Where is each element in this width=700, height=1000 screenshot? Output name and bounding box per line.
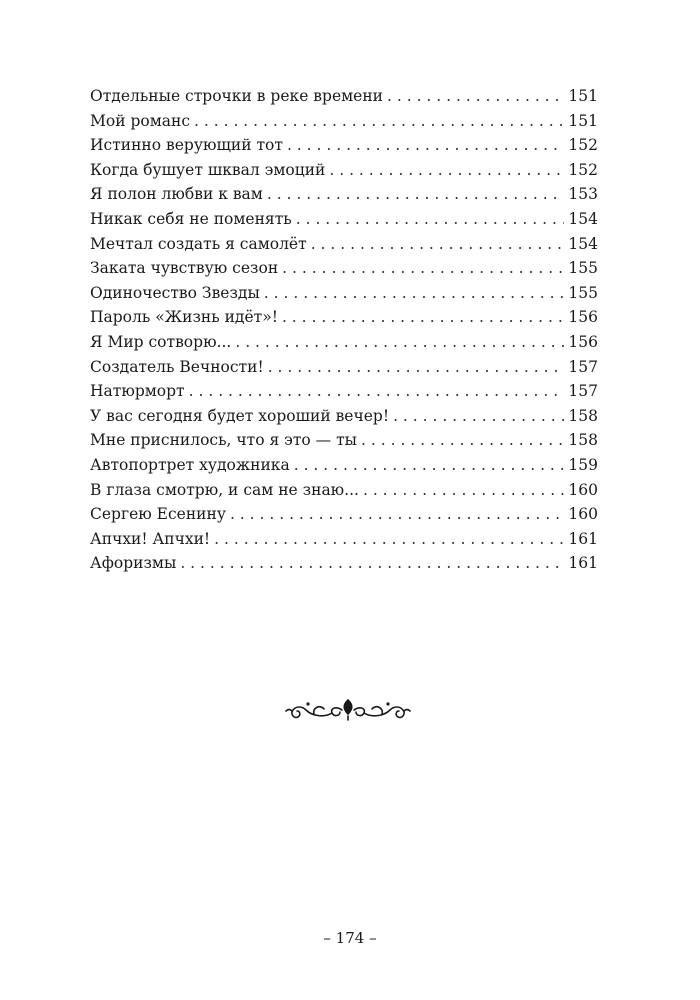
- toc-entry: [90, 182, 598, 207]
- toc-entry-page: 151: [568, 87, 598, 105]
- toc-entry: [90, 404, 598, 429]
- decorative-flourish-icon: [284, 690, 412, 726]
- toc-entry: [90, 527, 598, 552]
- toc-entry-page: 157: [568, 382, 598, 401]
- toc-entry: [90, 453, 598, 478]
- toc-entry-page: 155: [568, 259, 598, 278]
- toc-entry: [90, 133, 598, 158]
- toc-entry: [90, 232, 598, 257]
- toc-entry: [90, 551, 598, 576]
- toc-entry-page: 159: [568, 455, 598, 474]
- toc-entry: [90, 109, 598, 134]
- toc-leader-dots: [282, 256, 564, 281]
- toc-leader-dots: [194, 109, 564, 134]
- toc-entry: [90, 305, 598, 330]
- toc-leader-dots: [311, 232, 565, 257]
- toc-entry-title: Мой романс: [90, 111, 191, 130]
- toc-entry-page: 160: [568, 480, 598, 499]
- toc-leader-dots: [282, 305, 564, 330]
- toc-leader-dots: [264, 281, 565, 306]
- toc-entry-page: 160: [568, 505, 598, 524]
- toc-leader-dots: [393, 404, 564, 429]
- toc-leader-dots: [287, 133, 564, 158]
- toc-entry-page: 157: [568, 357, 598, 376]
- toc-entry-page: 152: [568, 136, 598, 155]
- toc-leader-dots: [329, 158, 564, 183]
- toc-entry-title: Мне приснилось, что я это — ты: [90, 431, 358, 450]
- toc-entry-title: В глаза смотрю, и сам не знаю...: [90, 480, 359, 499]
- toc-entry-page: 152: [568, 160, 598, 179]
- toc-entry: [90, 502, 598, 527]
- toc-entry-title: Когда бушует шквал эмоций: [90, 160, 326, 179]
- toc-entry-title: Афоризмы: [90, 554, 177, 573]
- toc-entry-title: Мечтал создать я самолёт: [90, 234, 307, 253]
- toc-leader-dots: [267, 182, 565, 207]
- toc-entry-title: Я Мир сотворю...: [90, 332, 232, 351]
- toc-entry-title: Создатель Вечности!: [90, 357, 264, 376]
- toc-entry-title: Истинно верующий тот: [90, 136, 283, 155]
- toc-entry-title: Автопортрет художника: [90, 455, 290, 474]
- toc-entry: [90, 84, 598, 109]
- toc-entry: [90, 158, 598, 183]
- page-number: – 174 –: [323, 929, 377, 947]
- toc-entry-title: Пароль «Жизнь идёт»!: [90, 308, 278, 327]
- toc-entry-page: 156: [568, 332, 598, 351]
- toc-entry: [90, 256, 598, 281]
- toc-entry-title: Натюрморт: [90, 382, 185, 401]
- toc-entry-title: Одиночество Звезды: [90, 283, 260, 302]
- toc-leader-dots: [235, 330, 564, 355]
- toc-entry: [90, 428, 598, 453]
- toc-entry-page: 154: [568, 234, 598, 253]
- toc-entry-page: 151: [568, 111, 598, 130]
- toc-entry-title: Никак себя не поменять: [90, 209, 292, 228]
- toc-entry: [90, 478, 598, 503]
- toc-entry-title: Заката чувствую сезон: [90, 259, 279, 278]
- toc-entry-page: 156: [568, 308, 598, 327]
- toc-leader-dots: [361, 428, 564, 453]
- toc-entry-title: Сергею Есенину: [90, 505, 226, 524]
- toc-entry-page: 155: [568, 283, 598, 302]
- toc-leader-dots: [189, 379, 565, 404]
- toc-entry-title: У вас сегодня будет хороший вечер!: [90, 406, 390, 425]
- toc-entry-title: Я полон любви к вам: [90, 185, 263, 204]
- toc-entry-page: 154: [568, 209, 598, 228]
- toc-leader-dots: [387, 84, 564, 109]
- toc-leader-dots: [214, 527, 564, 552]
- toc-leader-dots: [230, 502, 564, 527]
- toc-entry-title: Отдельные строчки в реке времени: [90, 87, 384, 105]
- toc-leader-dots: [363, 478, 564, 503]
- toc-entry-page: 158: [568, 431, 598, 450]
- toc-entry-page: 161: [568, 554, 598, 573]
- toc-leader-dots: [180, 551, 564, 576]
- toc-leader-dots: [296, 207, 565, 232]
- toc-entry-page: 153: [568, 185, 598, 204]
- toc-entry: [90, 207, 598, 232]
- toc-entry: [90, 281, 598, 306]
- toc-leader-dots: [268, 355, 565, 380]
- toc-entry: [90, 355, 598, 380]
- toc-entry-title: Апчхи! Апчхи!: [90, 529, 211, 548]
- toc-entry-page: 158: [568, 406, 598, 425]
- toc-entry: [90, 330, 598, 355]
- toc-leader-dots: [294, 453, 565, 478]
- table-of-contents: [90, 84, 598, 576]
- toc-entry-page: 161: [568, 529, 598, 548]
- toc-entry: [90, 379, 598, 404]
